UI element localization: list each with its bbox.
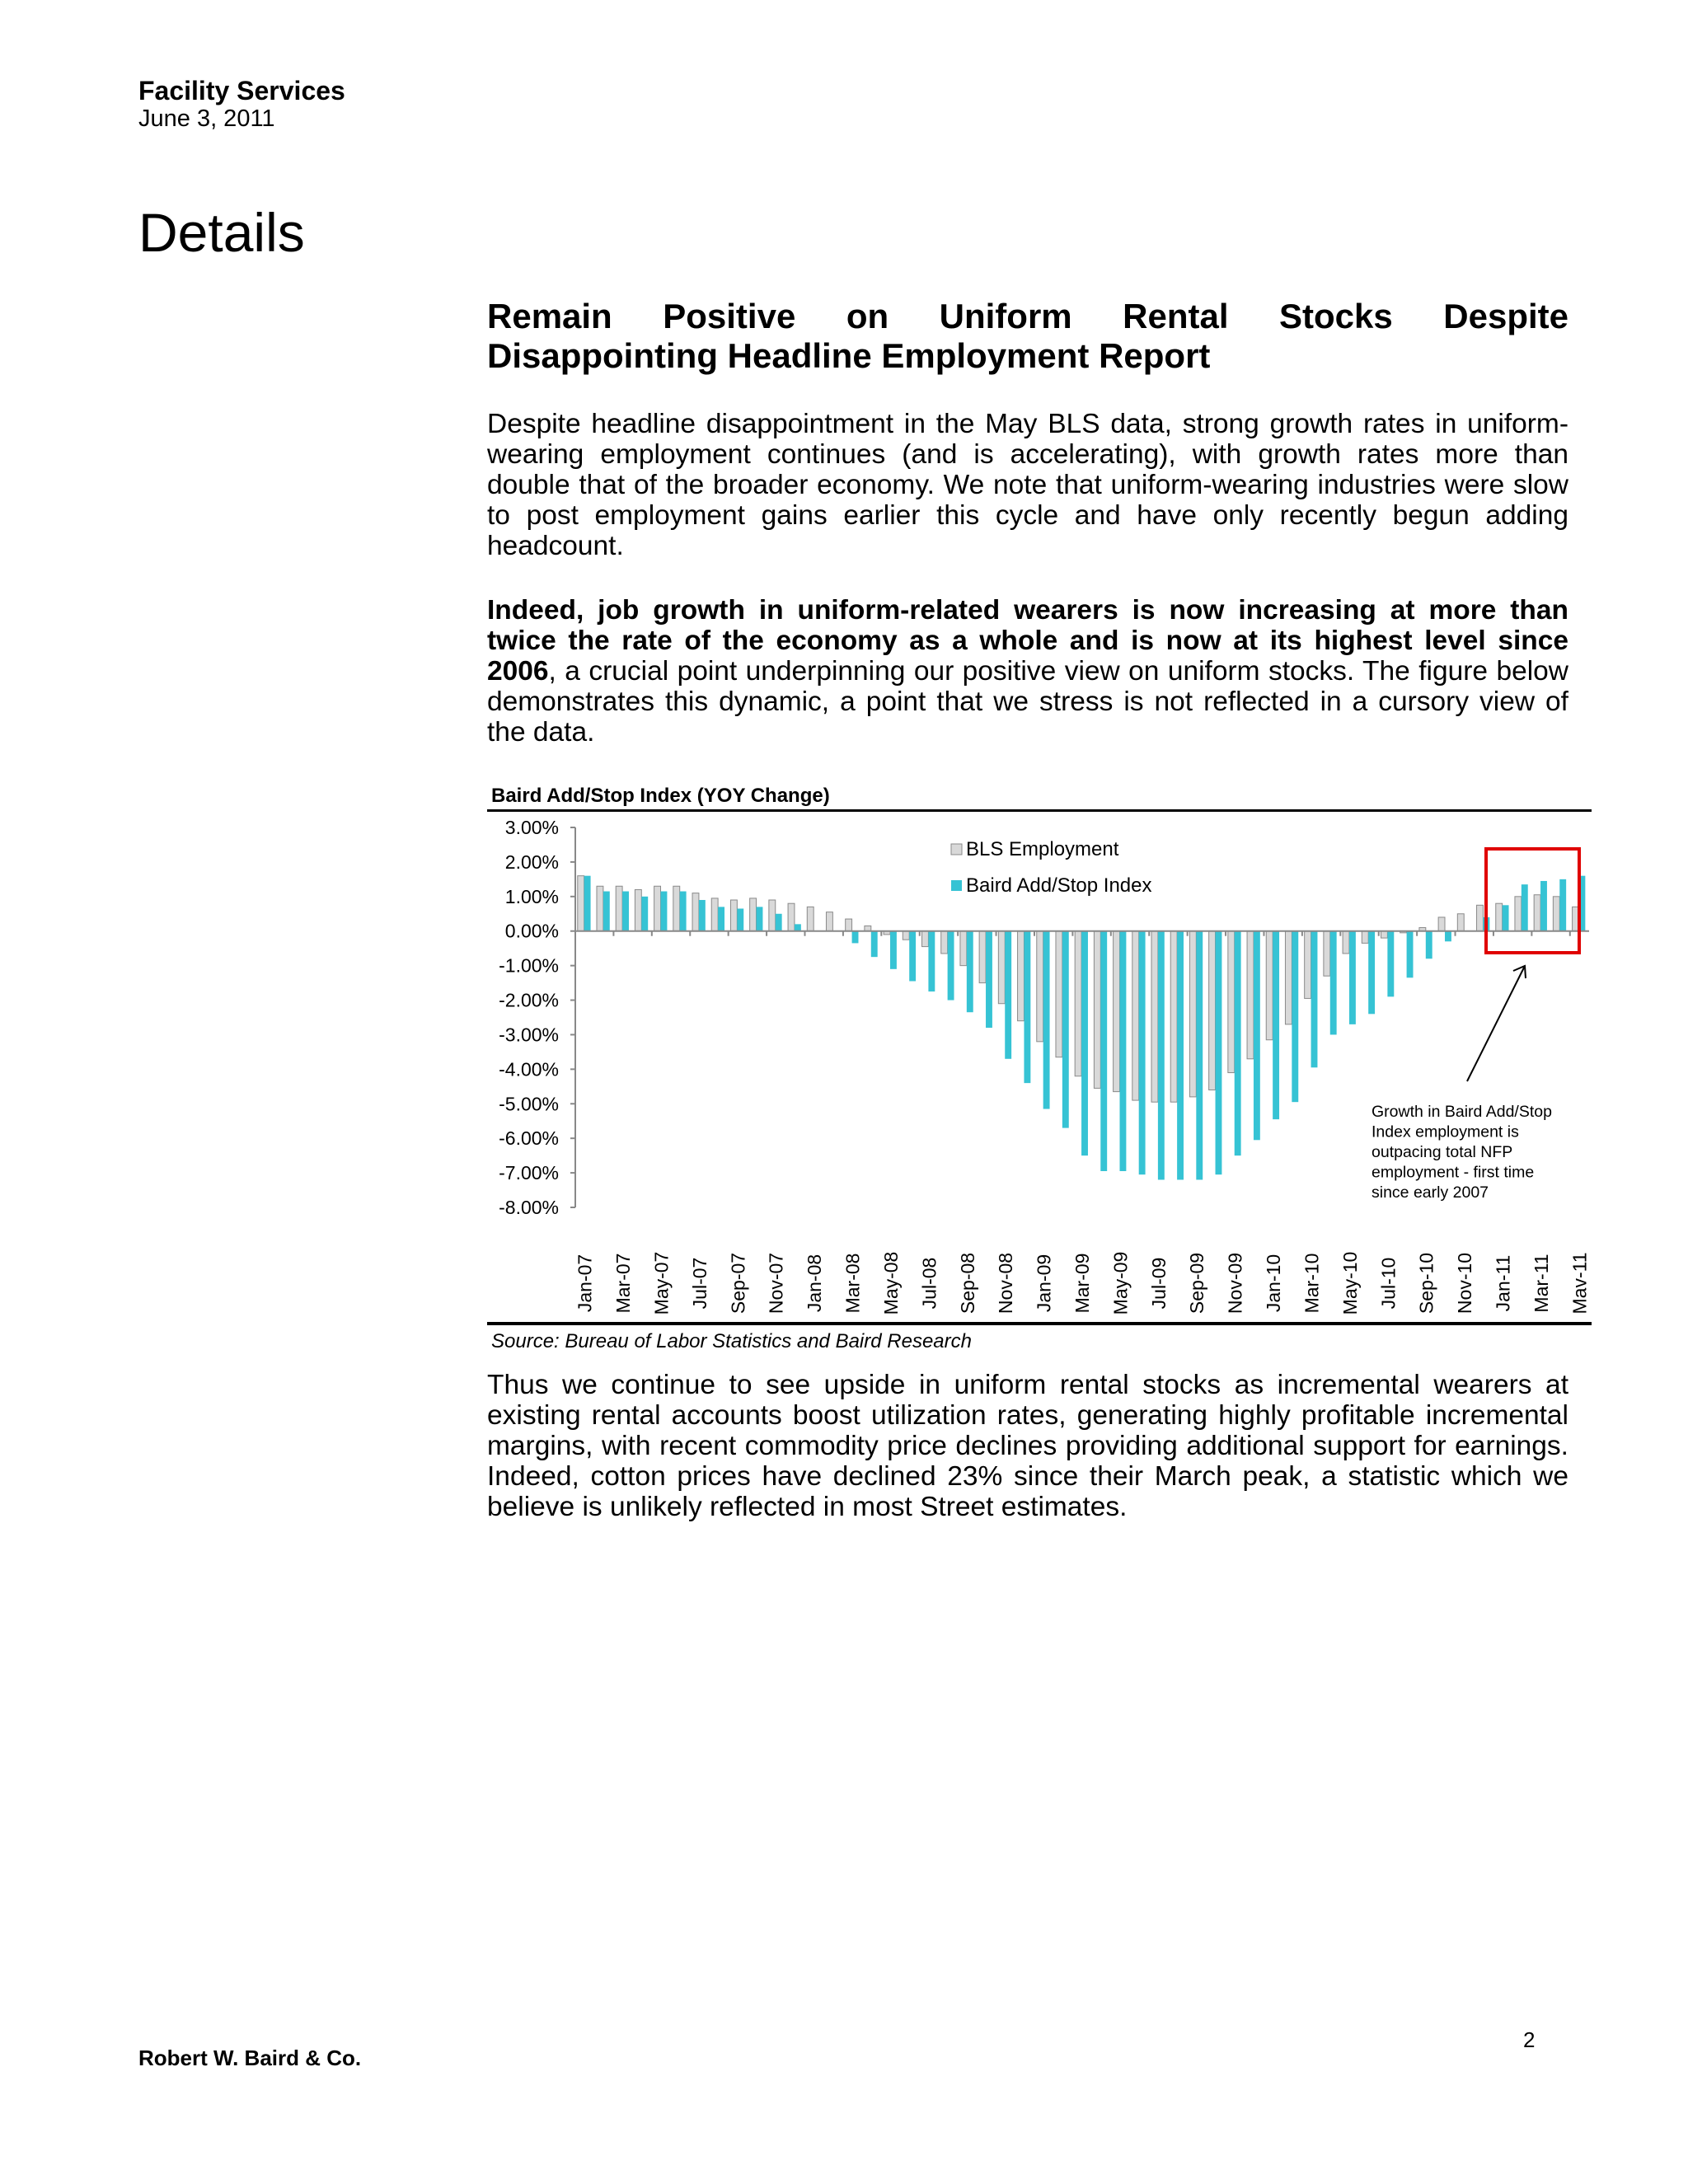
bls-employment-bar xyxy=(1381,931,1388,938)
x-tick-label: May-07 xyxy=(650,1251,673,1315)
y-tick-label: -8.00% xyxy=(499,1197,559,1218)
add-stop-index-bar xyxy=(1100,931,1107,1171)
paragraph-1: Despite headline disappointment in the May BLS data, strong growth rates in uniform-wearing employment continues (and is accelerating), with growth rates more than double that of the broader economy. We note that uniform-wearing industries were slow to post employment gains earlier this cycle and have only recently begun adding headcount. xyxy=(487,409,1568,561)
bls-employment-bar xyxy=(1189,931,1196,1097)
x-tick-label: Jul-07 xyxy=(688,1257,710,1310)
add-stop-index-bar xyxy=(909,931,916,982)
y-axis xyxy=(499,817,575,1218)
x-tick-label: Mar-08 xyxy=(842,1253,864,1314)
add-stop-index-chart xyxy=(478,816,1599,1320)
bls-employment-bar xyxy=(750,898,757,931)
bls-employment-bar xyxy=(941,931,948,954)
bls-employment-bar xyxy=(1151,931,1158,1102)
x-tick-label: Sep-09 xyxy=(1186,1252,1208,1315)
bls-employment-bar xyxy=(1209,931,1216,1090)
add-stop-index-bar xyxy=(737,908,743,930)
x-tick-label: Jan-09 xyxy=(1033,1254,1055,1313)
bls-employment-bar xyxy=(1018,931,1025,1021)
x-tick-label: Mar-10 xyxy=(1301,1253,1323,1314)
bls-employment-bar xyxy=(1132,931,1139,1100)
footer-company: Robert W. Baird & Co. xyxy=(138,2046,362,2070)
add-stop-index-bar xyxy=(622,892,629,931)
bls-employment-bar xyxy=(635,889,641,930)
bls-employment-bar xyxy=(1037,931,1043,1042)
x-tick-label: Nov-09 xyxy=(1224,1252,1246,1315)
add-stop-index-bar xyxy=(1119,931,1126,1171)
x-tick-label: Jul-09 xyxy=(1147,1257,1170,1310)
x-tick-label: Jan-07 xyxy=(574,1254,596,1313)
paragraph-3: Thus we continue to see upside in uniform rental stocks as incremental wearers at existing rental accounts boost utilization rates, generating highly profitable incremental margins, with recent commodity price declines providing additional support for earnings. Indeed, cotton prices have declined 23% since their March peak, a statistic which we believe is unlikely reflected in most Street estimates. xyxy=(487,1370,1568,1522)
add-stop-index-bar xyxy=(1139,931,1146,1174)
y-tick-label: -6.00% xyxy=(499,1127,559,1150)
figure-bottom-rule xyxy=(487,1322,1592,1325)
bls-employment-bar xyxy=(730,900,737,931)
add-stop-index-bar xyxy=(584,876,591,931)
add-stop-index-bar xyxy=(871,931,878,957)
bls-employment-bar xyxy=(692,893,699,931)
x-tick-label: May-10 xyxy=(1339,1251,1361,1315)
bls-employment-bar xyxy=(846,919,852,931)
y-tick-label: -4.00% xyxy=(499,1058,559,1080)
add-stop-index-bar xyxy=(1387,931,1394,997)
section-title: Details xyxy=(138,202,305,263)
legend-label: BLS Employment xyxy=(966,838,1119,860)
x-tick-label: Mar-09 xyxy=(1071,1253,1093,1314)
add-stop-index-bar xyxy=(1235,931,1241,1155)
annotation-text-line: employment - first time xyxy=(1372,1163,1535,1182)
add-stop-index-bar xyxy=(718,907,724,930)
chart-legend xyxy=(951,838,1152,897)
annotation-arrow xyxy=(1467,966,1525,1081)
bls-employment-bar xyxy=(711,898,718,931)
annotation-text-line: Index employment is xyxy=(1372,1122,1519,1141)
bls-employment-bar xyxy=(616,886,622,930)
x-tick-label: Nov-10 xyxy=(1454,1252,1476,1315)
x-tick-label: Jan-08 xyxy=(804,1254,826,1313)
add-stop-index-bar xyxy=(1426,931,1432,959)
bls-employment-bar xyxy=(578,876,584,931)
add-stop-index-bar xyxy=(986,931,992,1028)
y-tick-label: -7.00% xyxy=(499,1162,559,1184)
add-stop-index-bar xyxy=(1196,931,1203,1180)
add-stop-index-bar xyxy=(776,914,782,931)
y-tick-label: -2.00% xyxy=(499,989,559,1011)
bls-employment-bar xyxy=(654,886,661,930)
report-date: June 3, 2011 xyxy=(138,105,275,132)
figure-source: Source: Bureau of Labor Statistics and Baird Research xyxy=(491,1330,972,1352)
add-stop-index-bar xyxy=(1349,931,1356,1024)
add-stop-index-bar xyxy=(1254,931,1260,1141)
add-stop-index-bar xyxy=(1216,931,1222,1174)
legend-swatch xyxy=(951,844,962,855)
annotation-text-line: since early 2007 xyxy=(1372,1183,1489,1202)
paragraph-2-bold: Indeed, job growth in uniform-related wearers is now increasing at more than twice the rate of the economy as a whole and is now at its highest level since 2006 xyxy=(487,595,1568,687)
y-tick-label: 3.00% xyxy=(504,817,559,838)
add-stop-index-bar xyxy=(699,900,706,931)
add-stop-index-bar xyxy=(852,931,859,944)
bls-employment-bar xyxy=(1362,931,1368,944)
add-stop-index-bar xyxy=(1062,931,1069,1128)
add-stop-index-bar xyxy=(1445,931,1451,942)
add-stop-index-bar xyxy=(1407,931,1414,978)
add-stop-index-bar xyxy=(1005,931,1011,1059)
add-stop-index-bar xyxy=(603,892,610,931)
bls-employment-bar xyxy=(1343,931,1349,954)
add-stop-index-bar xyxy=(1081,931,1088,1155)
bls-employment-bar xyxy=(1534,895,1540,931)
legend-label: Baird Add/Stop Index xyxy=(966,874,1152,897)
bls-employment-bar xyxy=(1496,903,1503,931)
add-stop-index-bar xyxy=(1024,931,1030,1083)
y-tick-label: -1.00% xyxy=(499,954,559,977)
add-stop-index-bar xyxy=(795,924,801,930)
bls-employment-bar xyxy=(597,886,603,930)
y-tick-label: -5.00% xyxy=(499,1093,559,1115)
add-stop-index-bar xyxy=(641,897,648,931)
bls-employment-bar xyxy=(1305,931,1311,999)
headline-line-2: Disappointing Headline Employment Report xyxy=(487,336,1211,375)
bls-employment-bar xyxy=(1056,931,1062,1057)
add-stop-index-bar xyxy=(890,931,897,969)
add-stop-index-bar xyxy=(1158,931,1165,1180)
x-tick-label: Sep-07 xyxy=(727,1252,749,1315)
add-stop-index-bar xyxy=(1273,931,1279,1119)
bls-employment-bar xyxy=(903,931,909,940)
add-stop-index-bar xyxy=(1043,931,1050,1109)
bls-employment-bar xyxy=(1170,931,1177,1102)
bls-employment-bar xyxy=(1477,905,1484,930)
x-tick-label: Jan-11 xyxy=(1492,1254,1514,1312)
x-tick-label: Sep-10 xyxy=(1415,1252,1437,1315)
x-tick-label: Mar-07 xyxy=(612,1253,634,1314)
x-tick-label: Nov-07 xyxy=(765,1252,787,1315)
paragraph-2-rest: , a crucial point underpinning our positive view on uniform stocks. The figure below demonstrates this dynamic, a point that we stress is not reflected in a cursory view of the data. xyxy=(487,656,1568,748)
y-tick-label: 1.00% xyxy=(504,885,559,907)
add-stop-index-bar xyxy=(928,931,935,991)
x-tick-label: Jan-10 xyxy=(1263,1254,1285,1313)
add-stop-index-bar xyxy=(1540,881,1547,931)
bls-employment-bar xyxy=(1094,931,1100,1089)
bls-employment-bar xyxy=(1553,897,1559,931)
add-stop-index-bar xyxy=(1522,884,1528,931)
bls-employment-bar xyxy=(922,931,929,947)
bls-employment-bar xyxy=(673,886,680,930)
add-stop-index-bar xyxy=(661,892,668,931)
y-tick-label: 0.00% xyxy=(504,920,559,942)
add-stop-index-bar xyxy=(680,892,687,931)
bls-employment-bar xyxy=(769,900,776,931)
add-stop-index-bar xyxy=(967,931,973,1012)
add-stop-index-bar xyxy=(1177,931,1184,1180)
x-tick-label: Jul-08 xyxy=(918,1257,940,1310)
legend-swatch xyxy=(951,880,962,891)
add-stop-index-bar xyxy=(1292,931,1298,1102)
x-tick-label: Mav-11 xyxy=(1568,1252,1591,1315)
bls-employment-bar xyxy=(788,903,795,931)
bls-employment-bar xyxy=(1515,897,1522,931)
x-tick-label: Mar-11 xyxy=(1531,1254,1552,1313)
bls-employment-bar xyxy=(807,907,814,930)
bls-employment-bar xyxy=(1075,931,1081,1076)
figure-top-rule xyxy=(487,809,1592,812)
annotation-text-line: Growth in Baird Add/Stop xyxy=(1372,1103,1552,1121)
add-stop-index-bar xyxy=(1503,905,1509,930)
bls-employment-bar xyxy=(1228,931,1235,1073)
bls-employment-bar xyxy=(998,931,1005,1004)
bls-employment-bar xyxy=(1114,931,1120,1092)
bls-employment-bar xyxy=(1457,914,1464,931)
bls-employment-bar xyxy=(1266,931,1273,1040)
add-stop-index-bar xyxy=(1559,879,1566,931)
x-tick-label: May-08 xyxy=(879,1251,902,1315)
annotation-text-line: outpacing total NFP xyxy=(1372,1143,1513,1161)
x-tick-label: May-09 xyxy=(1109,1251,1132,1315)
x-tick-label: Nov-08 xyxy=(995,1252,1017,1315)
bls-employment-bar xyxy=(1438,917,1445,931)
bls-employment-bar xyxy=(979,931,986,983)
y-tick-label: 2.00% xyxy=(504,851,559,873)
bls-employment-bar xyxy=(1247,931,1254,1059)
y-tick-label: -3.00% xyxy=(499,1024,559,1046)
add-stop-index-bar xyxy=(1368,931,1375,1015)
bls-employment-bar xyxy=(1285,931,1292,1024)
bls-employment-bar xyxy=(826,912,832,931)
headline-line-1: Remain Positive on Uniform Rental Stocks Despite xyxy=(487,297,1568,335)
x-tick-label: Jul-10 xyxy=(1377,1257,1400,1310)
report-sector: Facility Services xyxy=(138,76,345,105)
figure-title: Baird Add/Stop Index (YOY Change) xyxy=(491,785,830,807)
add-stop-index-bar xyxy=(757,907,763,930)
article-headline xyxy=(487,297,1568,376)
bls-employment-bar xyxy=(1324,931,1330,976)
bls-employment-bar xyxy=(960,931,967,966)
add-stop-index-bar xyxy=(1330,931,1337,1035)
paragraph-2 xyxy=(487,595,1568,748)
page-number: 2 xyxy=(1523,2027,1536,2052)
add-stop-index-bar xyxy=(1311,931,1318,1068)
add-stop-index-bar xyxy=(948,931,954,1001)
chart-annotation xyxy=(1372,849,1579,1202)
x-tick-label: Sep-08 xyxy=(956,1252,978,1315)
